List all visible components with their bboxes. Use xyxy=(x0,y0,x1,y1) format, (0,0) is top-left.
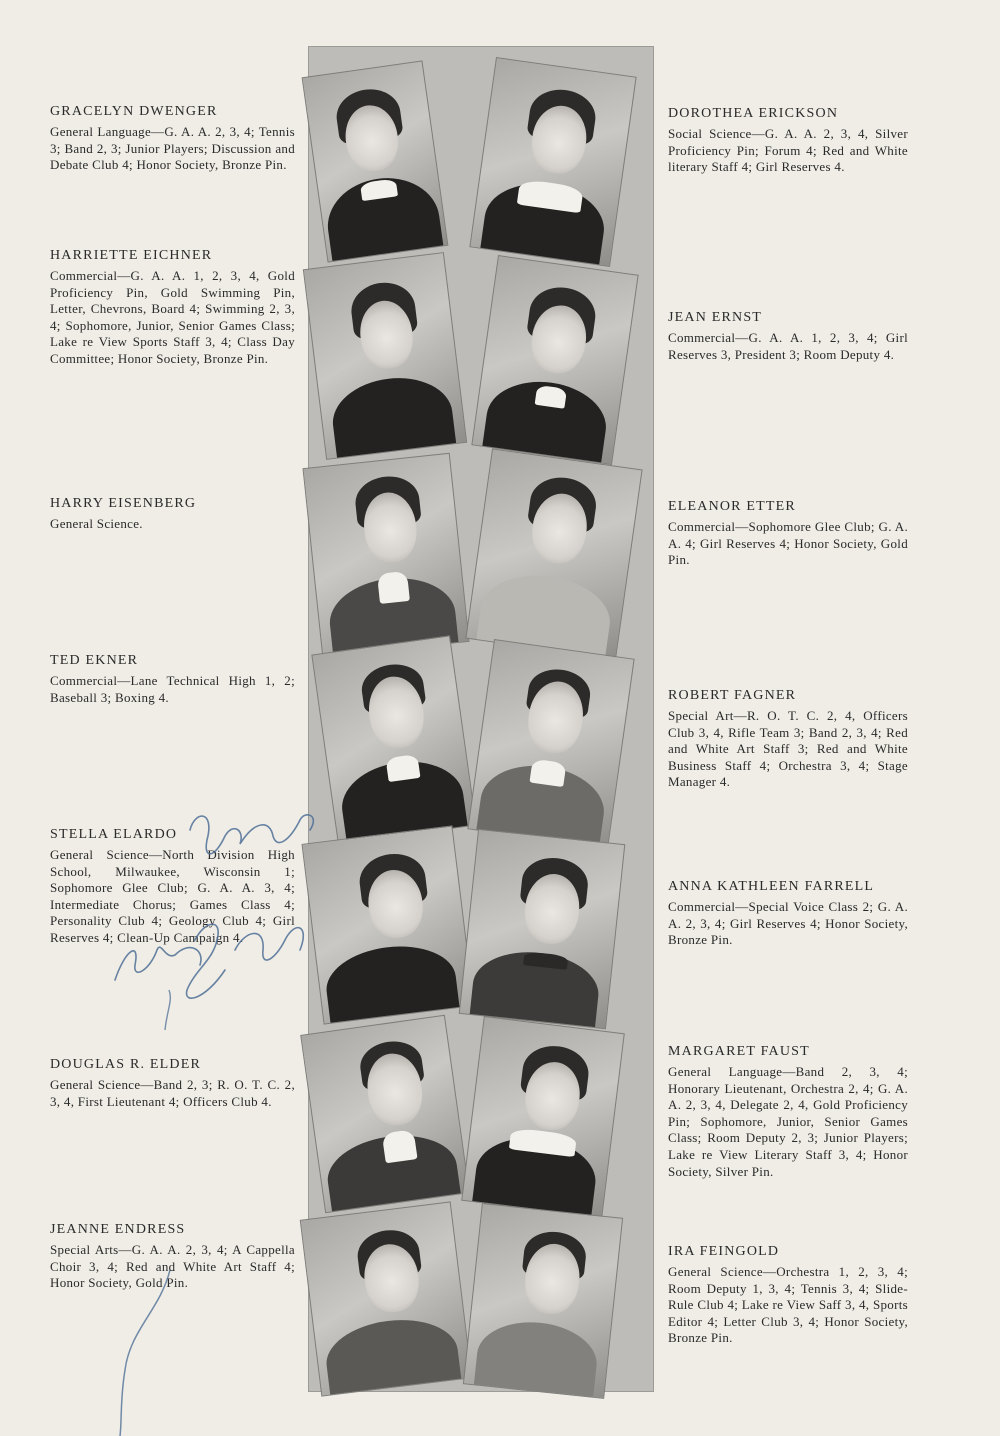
student-activities: Commercial—Sophomore Glee Club; G. A. A. 4; Girl Reserves 4; Honor Society, Gold Pin. xyxy=(668,519,908,568)
portrait-photo-strip xyxy=(308,46,654,1392)
student-name: GRACELYN DWENGER xyxy=(50,104,218,119)
student-entry-left-4 xyxy=(50,653,295,706)
student-entry-left-5 xyxy=(50,827,295,947)
student-name: ELEANOR ETTER xyxy=(668,499,796,514)
student-entry-left-2 xyxy=(50,248,295,368)
portrait-photo xyxy=(302,60,449,262)
portrait-photo xyxy=(459,829,626,1029)
student-activities: General Science—Band 2, 3; R. O. T. C. 2, 3, 4, First Lieutenant 4; Officers Club 4. xyxy=(50,1077,295,1109)
portrait-photo xyxy=(303,252,467,460)
student-activities: Special Art—R. O. T. C. 2, 4, Officers Club 3, 4, Rifle Team 3; Band 2, 3, 4; Red and White Art Staff 3; Red and White Business Staff 4; Orchestra 3, 4; Stage Manager 4. xyxy=(668,708,908,790)
student-entry-left-3 xyxy=(50,496,295,533)
student-activities: General Science—North Division High School, Milwaukee, Wisconsin 1; Sophomore Glee Club; G. A. A. 3, 4; Intermediate Chorus; Games Class 4; Personality Club 4; Geology Club 4; Girl Reserves 4; Clean-Up Campaign 4. xyxy=(50,847,295,945)
student-name: ROBERT FAGNER xyxy=(668,688,797,703)
student-entry-right-4 xyxy=(668,688,908,791)
portrait-photo xyxy=(302,453,469,657)
student-activities: Commercial—Lane Technical High 1, 2; Baseball 3; Boxing 4. xyxy=(50,673,295,705)
student-activities: Commercial—G. A. A. 1, 2, 3, 4, Gold Proficiency Pin, Gold Swimming Pin, Letter, Chevrons, Board 4; Swimming 2, 3, 4; Sophomore, Junior, Senior Games Class; Lake re View Sports Staff 3, 4; Class Day Committee; Honor Society, Bronze Pin. xyxy=(50,268,295,366)
portrait-photo xyxy=(471,255,638,465)
student-activities: General Language—Band 2, 3, 4; Honorary Lieutenant, Orchestra 2, 4; G. A. A. 2, 3, 4, Delegate 2, 4, Gold Proficiency Pin; Sophomore, Junior, Senior Games Class; Room Deputy 2, 3; Junior Players; Lake re View Literary Staff 3, 4; Honor Society, Silver Pin. xyxy=(668,1064,908,1179)
portrait-photo xyxy=(463,1203,623,1399)
student-entry-right-3 xyxy=(668,499,908,569)
student-name: JEANNE ENDRESS xyxy=(50,1222,186,1237)
ink-stroke xyxy=(110,1270,180,1436)
student-activities: General Language—G. A. A. 2, 3, 4; Tennis 3; Band 2, 3; Junior Players; Discussion and Debate Club 4; Honor Society, Bronze Pin. xyxy=(50,124,295,173)
portrait-photo xyxy=(467,639,634,849)
student-activities: General Science. xyxy=(50,516,143,531)
student-name: HARRY EISENBERG xyxy=(50,496,197,511)
student-activities: Commercial—Special Voice Class 2; G. A. A. 2, 3, 4; Girl Reserves 4; Honor Society, Bronze Pin. xyxy=(668,899,908,948)
portrait-photo xyxy=(461,1016,625,1218)
portrait-photo xyxy=(301,825,474,1024)
student-entry-right-2 xyxy=(668,310,908,363)
student-entry-right-1 xyxy=(668,106,908,176)
student-activities: General Science—Orchestra 1, 2, 3, 4; Room Deputy 1, 3, 4; Tennis 3, 4; Slide-Rule Club 4; Lake re View Saff 3, 4, Sports Editor 4; Letter Club 3, 4; Honor Society, Bronze Pin. xyxy=(668,1264,908,1346)
portrait-photo xyxy=(300,1015,470,1214)
student-activities: Social Science—G. A. A. 2, 3, 4, Silver Proficiency Pin; Forum 4; Red and White literary Staff 4; Girl Reserves 4. xyxy=(668,126,908,175)
student-name: DOUGLAS R. ELDER xyxy=(50,1057,202,1072)
student-name: STELLA ELARDO xyxy=(50,827,178,842)
student-entry-right-5 xyxy=(668,879,908,949)
student-name: ANNA KATHLEEN FARRELL xyxy=(668,879,875,894)
student-activities: Commercial—G. A. A. 1, 2, 3, 4; Girl Reserves 3, President 3; Room Deputy 4. xyxy=(668,330,908,362)
portrait-photo xyxy=(311,635,476,845)
portrait-photo xyxy=(469,57,636,267)
student-entry-left-6 xyxy=(50,1057,295,1110)
student-name: MARGARET FAUST xyxy=(668,1044,810,1059)
student-name: HARRIETTE EICHNER xyxy=(50,248,213,263)
portrait-photo xyxy=(300,1201,473,1396)
student-entry-left-7 xyxy=(50,1222,295,1292)
student-name: IRA FEINGOLD xyxy=(668,1244,780,1259)
student-name: JEAN ERNST xyxy=(668,310,763,325)
student-entry-right-6 xyxy=(668,1044,908,1180)
portrait-photo xyxy=(465,448,642,659)
student-name: DOROTHEA ERICKSON xyxy=(668,106,839,121)
student-entry-right-7 xyxy=(668,1244,908,1347)
student-entry-left-1 xyxy=(50,104,295,174)
student-activities: Special Arts—G. A. A. 2, 3, 4; A Cappella Choir 3, 4; Red and White Art Staff 4; Honor Society, Gold Pin. xyxy=(50,1242,295,1291)
student-name: TED EKNER xyxy=(50,653,139,668)
